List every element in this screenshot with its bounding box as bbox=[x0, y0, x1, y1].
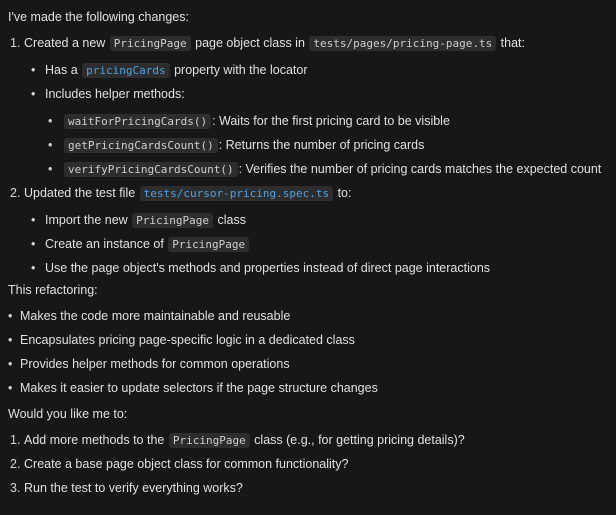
paragraph bbox=[8, 282, 616, 299]
bullet-list bbox=[10, 212, 616, 277]
list-item bbox=[48, 113, 616, 130]
text-segment: class (e.g., for getting pricing details)? bbox=[250, 433, 465, 447]
list-item-row bbox=[31, 212, 616, 229]
list-item-content bbox=[63, 137, 424, 154]
inline-code: verifyPricingCardsCount() bbox=[64, 162, 238, 177]
list-item-row bbox=[48, 161, 616, 178]
list-item-content bbox=[24, 35, 525, 52]
inline-code: waitForPricingCards() bbox=[64, 114, 211, 129]
text-segment: Has a bbox=[45, 63, 82, 77]
list-item bbox=[8, 308, 616, 325]
list-item bbox=[8, 356, 616, 373]
list-item-row bbox=[31, 260, 616, 277]
list-item bbox=[8, 332, 616, 349]
text-segment: : Verifies the number of pricing cards matches the expected count bbox=[238, 162, 602, 176]
bullet-marker: • bbox=[31, 63, 36, 77]
list-item-row bbox=[48, 137, 616, 154]
bullet-marker: • bbox=[8, 309, 13, 323]
list-item-content bbox=[45, 86, 185, 103]
text-segment: I've made the following changes: bbox=[8, 10, 189, 24]
bullet-marker: • bbox=[48, 138, 53, 152]
bullet-list bbox=[8, 308, 616, 397]
list-item-content bbox=[24, 185, 351, 202]
list-item-row bbox=[10, 456, 616, 473]
list-item-row bbox=[10, 185, 616, 202]
list-item-content bbox=[24, 432, 465, 449]
list-item-row bbox=[8, 380, 616, 397]
list-item bbox=[10, 456, 616, 473]
list-item-content bbox=[45, 62, 308, 79]
text-segment: Makes it easier to update selectors if the page structure changes bbox=[20, 381, 378, 395]
text-segment: Create a base page object class for common functionality? bbox=[24, 457, 349, 471]
inline-code: PricingPage bbox=[110, 36, 191, 51]
list-item bbox=[8, 380, 616, 397]
inline-code-file-link[interactable]: pricingCards bbox=[82, 63, 169, 78]
inline-code: PricingPage bbox=[168, 237, 249, 252]
number-marker: 1. bbox=[10, 433, 21, 447]
list-item-content bbox=[45, 212, 246, 229]
bullet-marker: • bbox=[31, 213, 36, 227]
list-item-content bbox=[24, 480, 243, 497]
inline-code: getPricingCardsCount() bbox=[64, 138, 218, 153]
text-segment: Would you like me to: bbox=[8, 407, 128, 421]
list-item-content bbox=[45, 236, 250, 253]
list-item-content bbox=[20, 308, 290, 325]
list-item-content bbox=[63, 161, 601, 178]
list-item-row bbox=[8, 356, 616, 373]
bullet-marker: • bbox=[31, 237, 36, 251]
bullet-list bbox=[10, 62, 616, 178]
text-segment: Import the new bbox=[45, 213, 132, 227]
list-item-content bbox=[24, 456, 348, 473]
number-marker: 2. bbox=[10, 186, 21, 200]
text-segment: Makes the code more maintainable and reusable bbox=[20, 309, 291, 323]
list-item-row bbox=[31, 86, 616, 103]
text-segment: Run the test to verify everything works? bbox=[24, 481, 243, 495]
text-segment: : Returns the number of pricing cards bbox=[218, 138, 425, 152]
number-marker: 1. bbox=[10, 36, 21, 50]
paragraph bbox=[8, 9, 616, 26]
list-item bbox=[10, 185, 616, 277]
inline-code: tests/pages/pricing-page.ts bbox=[309, 36, 496, 51]
text-segment: Includes helper methods: bbox=[45, 87, 185, 101]
text-segment: Add more methods to the bbox=[24, 433, 168, 447]
text-segment: Provides helper methods for common operations bbox=[20, 357, 290, 371]
list-item bbox=[48, 137, 616, 154]
text-segment: that: bbox=[497, 36, 525, 50]
bullet-marker: • bbox=[31, 87, 36, 101]
list-item-row bbox=[10, 35, 616, 52]
number-marker: 2. bbox=[10, 457, 21, 471]
list-item-row bbox=[31, 62, 616, 79]
list-item-row bbox=[10, 480, 616, 497]
bullet-marker: • bbox=[8, 381, 13, 395]
list-item-content bbox=[63, 113, 450, 130]
bullet-marker: • bbox=[8, 333, 13, 347]
text-segment: This refactoring: bbox=[8, 283, 98, 297]
text-segment: to: bbox=[334, 186, 352, 200]
number-marker: 3. bbox=[10, 481, 21, 495]
list-item bbox=[10, 35, 616, 178]
text-segment: Encapsulates pricing page-specific logic in a dedicated class bbox=[20, 333, 355, 347]
list-item bbox=[31, 212, 616, 229]
list-item-row bbox=[48, 113, 616, 130]
ordered-list bbox=[8, 35, 616, 277]
text-segment: Use the page object's methods and properties instead of direct page interactions bbox=[45, 261, 491, 275]
chat-message bbox=[8, 9, 616, 497]
bullet-marker: • bbox=[48, 162, 53, 176]
list-item-content bbox=[20, 356, 290, 373]
text-segment: class bbox=[214, 213, 246, 227]
text-segment: page object class in bbox=[191, 36, 309, 50]
list-item bbox=[10, 432, 616, 449]
list-item-content bbox=[20, 332, 355, 349]
list-item-row bbox=[10, 432, 616, 449]
list-item bbox=[48, 161, 616, 178]
inline-code: PricingPage bbox=[132, 213, 213, 228]
list-item bbox=[31, 62, 616, 79]
paragraph bbox=[8, 406, 616, 423]
list-item-content bbox=[20, 380, 378, 397]
bullet-marker: • bbox=[8, 357, 13, 371]
list-item bbox=[31, 236, 616, 253]
text-segment: Create an instance of bbox=[45, 237, 168, 251]
ordered-list bbox=[8, 432, 616, 497]
bullet-marker: • bbox=[31, 261, 36, 275]
text-segment: : Waits for the first pricing card to be visible bbox=[212, 114, 450, 128]
bullet-marker: • bbox=[48, 114, 53, 128]
text-segment: Updated the test file bbox=[24, 186, 139, 200]
list-item-row bbox=[8, 308, 616, 325]
text-segment: Created a new bbox=[24, 36, 109, 50]
list-item bbox=[31, 86, 616, 178]
bullet-list bbox=[31, 113, 616, 178]
inline-code: PricingPage bbox=[169, 433, 250, 448]
text-segment: property with the locator bbox=[170, 63, 308, 77]
list-item-content bbox=[45, 260, 490, 277]
list-item-row bbox=[31, 236, 616, 253]
inline-code-file-link[interactable]: tests/cursor-pricing.spec.ts bbox=[140, 186, 333, 201]
list-item bbox=[10, 480, 616, 497]
list-item bbox=[31, 260, 616, 277]
list-item-row bbox=[8, 332, 616, 349]
